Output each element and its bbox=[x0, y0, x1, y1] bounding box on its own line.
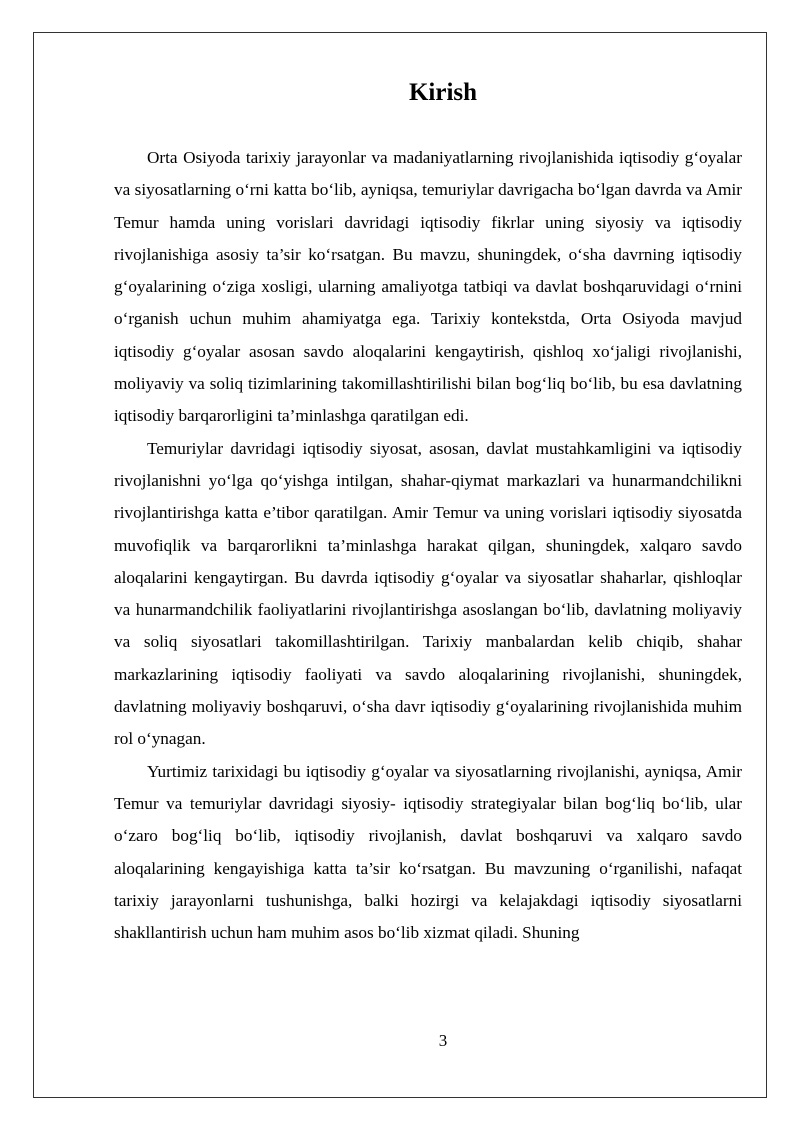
paragraph-3: Yurtimiz tarixidagi bu iqtisodiy g‘oyalar va siyosatlarning rivojlanishi, ayniqsa, Amir Temur va temuriylar davridagi siyosiy- iqtisodiy strategiyalar bilan bog‘liq bo‘lib, ular o‘zaro bog‘liq bo‘lib, iqtisodiy rivojlanish, davlat boshqaruvi va xalqaro savdo aloqalarining kengayishiga katta ta’sir ko‘rsatgan. Bu mavzuning o‘rganilishi, nafaqat tarixiy jarayonlarni tushunishga, balki hozirgi va kelajakdagi iqtisodiy siyosatlarni shakllantirish uchun ham muhim asos bo‘lib xizmat qiladi. Shuning bbox=[114, 761, 742, 943]
page-number: 3 bbox=[438, 1031, 448, 1050]
body-text bbox=[114, 142, 742, 949]
page-title: Kirish bbox=[408, 79, 478, 106]
paragraph-2: Temuriylar davridagi iqtisodiy siyosat, asosan, davlat mustahkamligini va iqtisodiy rivojlanishni yo‘lga qo‘yishga intilgan, shahar-qiymat markazlari va hunarmandchilikni rivojlantirishga katta e’tibor qaratilgan. Amir Temur va uning vorislari iqtisodiy siyosatda muvofiqlik va barqarorlikni ta’minlashga harakat qilgan, shuningdek, xalqaro savdo aloqalarini kengaytirgan. Bu davrda iqtisodiy g‘oyalar va siyosatlar shaharlar, qishloqlar va hunarmandchilik faoliyatlarini rivojlantirishga asoslangan bo‘lib, davlatning moliyaviy va soliq siyosatlari takomillashtirilgan. Tarixiy manbalardan kelib chiqib, shahar markazlarining iqtisodiy faoliyati va savdo aloqalarining rivojlanishi, shuningdek, davlatning moliyaviy boshqaruvi, o‘sha davr iqtisodiy g‘oyalarining rivojlanishida muhim rol o‘ynagan. bbox=[114, 438, 742, 749]
paragraph-1: Orta Osiyoda tarixiy jarayonlar va madaniyatlarning rivojlanishida iqtisodiy g‘oyalar va siyosatlarning o‘rni katta bo‘lib, ayniqsa, temuriylar davrigacha bo‘lgan davrda va Amir Temur hamda uning vorislari davridagi iqtisodiy fikrlar uning siyosiy va iqtisodiy rivojlanishiga asosiy ta’sir ko‘rsatgan. Bu mavzu, shuningdek, o‘sha davrning iqtisodiy g‘oyalarining o‘ziga xosligi, ularning amaliyotga tatbiqi va davlat boshqaruvidagi o‘rnini o‘rganish uchun muhim ahamiyatga ega. Tarixiy kontekstda, Orta Osiyoda mavjud iqtisodiy g‘oyalar asosan savdo aloqalarini kengaytirish, qishloq xo‘jaligi rivojlanishi, moliyaviy va soliq tizimlarining takomillashtirilishi bilan bog‘liq bo‘lib, bu esa davlatning iqtisodiy barqarorligini ta’minlashga qaratilgan edi. bbox=[114, 148, 742, 426]
